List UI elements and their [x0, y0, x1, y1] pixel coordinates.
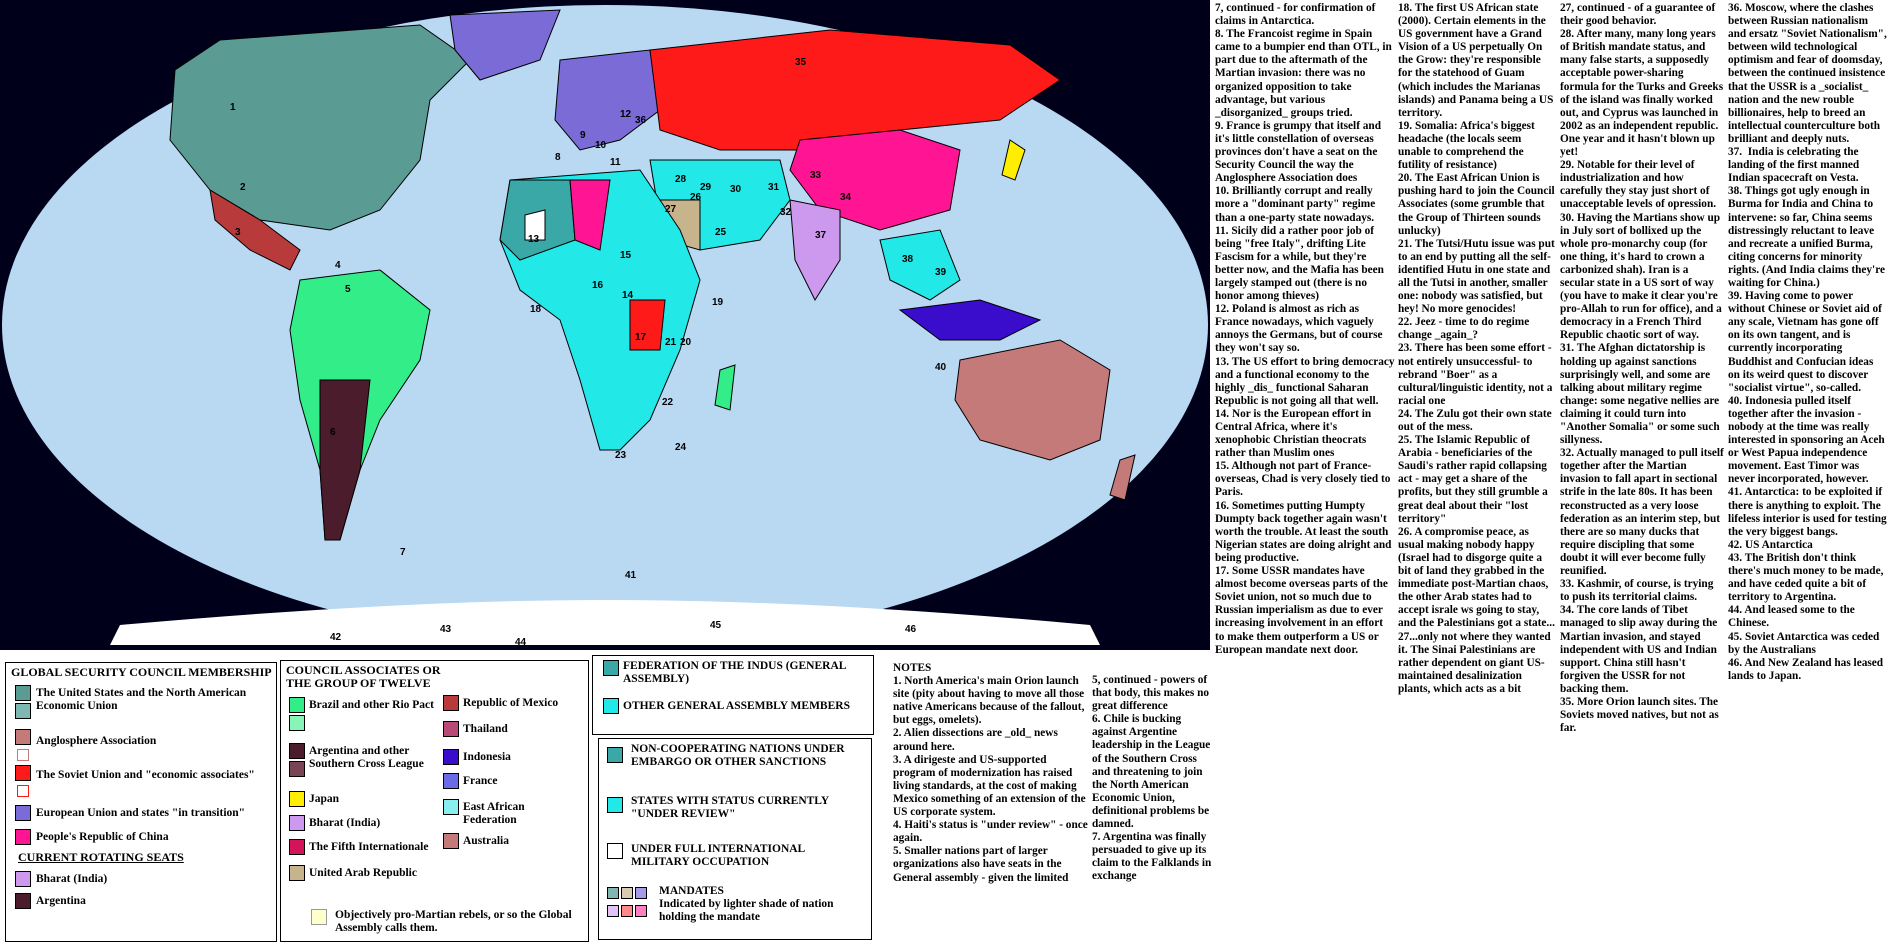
legend-australia: Australia	[463, 835, 509, 847]
mandate-uar-swatch	[621, 887, 633, 899]
indonesia-swatch	[443, 749, 459, 765]
region-label-33: 33	[810, 170, 822, 181]
notes-column-1: 7, continued - for confirmation of claims in Antarctica. 8. The Francoist regime in Spain came to a bumpier end than OTL, in part due to the aftermath of the Martian invasion: there was no organized opposition to take advantage, but various _disorganized_ groups tried. 9. France is grumpy that itself and it's little constellation of overseas provinces don't have a seat on the Security Council the way the Anglosphere Association does 10. Brilliantly corrupt and really more a "dominant party" regime than a one-party state nowadays. 11. Sicily did a rather poor job of being "free Italy", drifting Lite Fascism for a while, but they're better now, and the Mafia has been largely stamped out (there is no honor among thieves) 12. Poland is almost as rich as France nowadays, which vaguely annoys the Germans, but of course they won't say so. 13. The US effort to bring democracy and a functional economy to the highly _dis_ functional Saharan Republic is not going all that well. 14. Nor is the European effort in Central Africa, where it's xenophobic Christian theocrats rather than Muslim ones 15. Although not part of France-overseas, Chad is very closely tied to Paris. 16. Sometimes putting Humpty Dumpty back together again wasn't worth the trouble. At least the south Nigerian states are doing alright and being productive. 17. Some USSR mandates have almost become overseas parts of the Soviet union, not so much due to Russian imperialism as due to ever increasing involvement in an effort to make them outperform a US or European mandate next door.	[1215, 2, 1395, 656]
legend-indonesia: Indonesia	[463, 751, 511, 763]
china-swatch	[15, 829, 31, 845]
region-label-30: 30	[730, 184, 742, 195]
mexico-swatch	[443, 695, 459, 711]
region-label-46: 46	[905, 624, 917, 635]
legend-rotating-title: CURRENT ROTATING SEATS	[18, 850, 184, 864]
mandate-india-swatch	[607, 905, 619, 917]
notes-column-2: 18. The first US African state (2000). Certain elements in the US government have a Grand Vision of a US perpetually On the Grow: they're responsible for the statehood of Guam (which includes the Marianas islands) and Panama being a US territory. 19. Somalia: Africa's biggest headache (the locals seem unable to comprehend the futility of resistance) 20. The East African Union is pushing hard to join the Council Associates (some grumble that the Group of Thirteen sounds unlucky) 21. The Tutsi/Hutu issue was put to an end by putting all the self-identified Hutu in one state and all the Tutsi in another, smaller one: nobody was satisfied, but hey! No more genocides! 22. Jeez - time to do regime change _again_? 23. There has been some effort - not entirely unsuccessful- to rebrand "Boer" as a cultural/linguistic identity, not a racial one 24. The Zulu got their own state out of the mess. 25. The Islamic Republic of Arabia - beneficiaries of the Saudi's rather rapid collapsing act - may get a share of the profits, but they still grumble a great deal about their "lost territory" 26. A compromise peace, as usual making nobody happy (Israel had to disgorge quite a bit of land they grabbed in the immediate post-Martian chaos, the other Arab states had to accept israle ws going to stay, and the Palestinians got a state... 27...only not where they wanted it. The Sinai Palestinians are rather dependent on giant US-maintained desalinization plants, which acts as a bit	[1398, 2, 1555, 695]
legend-usa: The United States and the North American Economic Union	[36, 687, 247, 712]
region-label-28: 28	[675, 174, 687, 185]
region-label-36: 36	[635, 115, 647, 126]
region-label-13: 13	[528, 234, 540, 245]
region-label-35: 35	[795, 57, 807, 68]
rot2-swatch	[15, 893, 31, 909]
region-label-42: 42	[330, 632, 342, 643]
region-label-41: 41	[625, 570, 637, 581]
mandate-usa-swatch	[607, 887, 619, 899]
mandate-eu-swatch	[635, 887, 647, 899]
legend-review: STATES WITH STATUS CURRENTLY "UNDER REVIEW"	[631, 795, 829, 820]
usa-swatch	[15, 685, 31, 701]
region-label-23: 23	[615, 450, 627, 461]
legend-mandates-title: MANDATES	[659, 885, 724, 897]
region-label-1: 1	[230, 102, 236, 113]
notes-bottom-1: NOTES 1. North America's main Orion launch site (pity about having to move all those native Americans because of the fallout, but eggs, omelets). 2. Alien dissections are _old_ news around here. 3. A dirigeste and US-supported program of modernization has raised living standards, at the cost of making Mexico something of an extension of the US corporate system. 4. Haiti's status is "under review" - once again. 5. Smaller nations part of larger organizations also have seats in the General assembly - given the limited	[893, 662, 1088, 884]
japan-swatch	[289, 791, 305, 807]
occupation-swatch	[607, 843, 623, 859]
legend-thailand: Thailand	[463, 723, 508, 735]
region-label-17: 17	[635, 332, 647, 343]
region-label-34: 34	[840, 192, 852, 203]
legend-rot1: Bharat (India)	[36, 873, 108, 885]
legend-eaf: East African Federation	[463, 801, 525, 826]
region-label-10: 10	[595, 140, 607, 151]
region-label-9: 9	[580, 130, 586, 141]
legend-china: People's Republic of China	[36, 831, 169, 843]
notes-column-4: 36. Moscow, where the clashes between Russian nationalism and ersatz "Soviet Nationalism", between wild technological optimism and fear of doomsday, between the continued insistence that the USSR is a _socialist_ nation and the new rouble billionaires, help to breed an intellectual counterculture both brilliant and deeply nuts. 37. India is celebrating the landing of the first manned Indian spacecraft on Vesta. 38. Things got ugly enough in Burma for India and China to intervene: so far, China seems distressingly reluctant to leave and recreate a unified Burma, citing concerns for minority rights. (And India claims they're waiting for China.) 39. Having come to power without Chinese or Soviet aid of any scale, Vietnam has gone off on its own tangent, and is currently incorporating Buddhist and Confucian ideas on its weird quest to discover "socialist virtue", so-called. 40. Indonesia pulled itself together after the invasion - nobody at the time was really interested in sponsoring an Aceh or West Papua independence movement. East Timor was never incorporated, however. 41. Antarctica: to be exploited if there is anything to exploit. The lifeless interior is used for testing the very biggest bangs. 42. US Antarctica 43. The British don't think there's much money to be made, and have ceded quite a bit of territory to Argentina. 44. And leased some to the Chinese. 45. Soviet Antarctica was ceded by the Australians 46. And New Zealand has leased lands to Japan.	[1728, 2, 1887, 682]
legend-bharat: Bharat (India)	[309, 817, 381, 829]
thailand-swatch	[443, 721, 459, 737]
argentina-swatch	[289, 743, 305, 759]
legend-rebels: Objectively pro-Martian rebels, or so the Global Assembly calls them.	[335, 909, 572, 934]
legend-mexico: Republic of Mexico	[463, 697, 559, 709]
region-label-25: 25	[715, 227, 727, 238]
notes-column-3: 27, continued - of a guarantee of their good behavior. 28. After many, many long years of British mandate status, and many false starts, a supposedly acceptable power-sharing formula for the Turks and Greeks of the island was finally worked out, and Cyprus was launched in 2002 as an independent republic. One year and it hasn't blown up yet! 29. Notable for their level of industrialization and how carefully they stay just short of unacceptable levels of opression. 30. Having the Martians show up in July sort of bollixed up the whole pro-monarchy coup (for one thing, it's hard to crown a carbonized shah). Iran is a secular state in a US sort of way (you have to make it clear you're pro-Allah to run for office), and a democracy in a French Third Republic chaotic sort of way. 31. The Afghan dictatorship is holding up against sanctions surprisingly well, and some are talking about military regime change: some negative nellies are claiming it could turn into "Another Somalia" or some such sillyness. 32. Actually managed to pull itself together after the Martian invasion to fall apart in sectional strife in the late 80s. It has been reconstructed as a very loose federation as an interim step, but there are so many ducks that require discipling that some doubt it will ever become fully reunified. 33. Kashmir, of course, is trying to push its territorial claims. 34. The core lands of Tibet managed to slip away during the Martian invasion, and stayed independent with US and Indian support. China still hasn't forgiven the USSR for not backing them. 35. More Orion launch sites. The Soviets moved natives, but not as far.	[1560, 2, 1724, 735]
review-swatch	[607, 797, 623, 813]
region-label-37: 37	[815, 230, 827, 241]
anglo-swatch	[15, 729, 31, 745]
legend-france: France	[463, 775, 498, 787]
region-label-39: 39	[935, 267, 947, 278]
region-label-11: 11	[610, 157, 621, 168]
legend-occupation: UNDER FULL INTERNATIONAL MILITARY OCCUPATION	[631, 843, 805, 868]
region-label-7: 7	[400, 547, 406, 558]
legend-anglo: Anglosphere Association	[36, 735, 157, 747]
region-label-2: 2	[240, 182, 246, 193]
mandate-soviet-swatch	[621, 905, 633, 917]
legend-status	[598, 738, 872, 940]
region-label-24: 24	[675, 442, 687, 453]
anglo-mandate-swatch	[17, 749, 29, 761]
legend-security-council	[5, 662, 277, 942]
region-label-8: 8	[555, 152, 561, 163]
legend-embargo: NON-COOPERATING NATIONS UNDER EMBARGO OR OTHER SANCTIONS	[631, 743, 845, 768]
australia-swatch	[443, 833, 459, 849]
fifth-swatch	[289, 839, 305, 855]
other-members-swatch	[603, 698, 619, 714]
brazil-mandate-swatch	[289, 715, 305, 731]
region-label-40: 40	[935, 362, 947, 373]
region-label-16: 16	[592, 280, 604, 291]
region-label-22: 22	[662, 397, 674, 408]
soviet-mandate-swatch	[17, 785, 29, 797]
region-label-38: 38	[902, 254, 914, 265]
eu-swatch	[15, 805, 31, 821]
uar-swatch	[289, 865, 305, 881]
legend-brazil: Brazil and other Rio Pact	[309, 699, 434, 711]
region-label-26: 26	[690, 192, 702, 203]
region-label-45: 45	[710, 620, 722, 631]
region-label-18: 18	[530, 304, 542, 315]
region-label-19: 19	[712, 297, 724, 308]
legend-indus: FEDERATION OF THE INDUS (GENERAL ASSEMBLY)	[623, 660, 846, 685]
region-label-5: 5	[345, 284, 351, 295]
legend-uar: United Arab Republic	[309, 867, 417, 879]
indus-swatch	[603, 660, 619, 676]
legend-eu: European Union and states "in transition"	[36, 807, 246, 819]
region-label-43: 43	[440, 624, 452, 635]
usa-mandate-swatch	[15, 703, 31, 719]
legend-council-associates	[280, 660, 589, 942]
world-map	[0, 0, 1210, 650]
region-label-3: 3	[235, 227, 241, 238]
legend-other-members: OTHER GENERAL ASSEMBLY MEMBERS	[623, 700, 850, 712]
embargo-swatch	[607, 747, 623, 763]
legend-fifth: The Fifth Internationale	[309, 841, 429, 853]
france-swatch	[443, 773, 459, 789]
region-label-4: 4	[335, 260, 341, 271]
region-label-27: 27	[665, 204, 677, 215]
legend-japan: Japan	[309, 793, 340, 805]
region-label-29: 29	[700, 182, 712, 193]
brazil-swatch	[289, 697, 305, 713]
rot1-swatch	[15, 871, 31, 887]
legend-mandates-desc: Indicated by lighter shade of nation holding the mandate	[659, 898, 834, 923]
legend-rot2: Argentina	[36, 895, 86, 907]
bharat-swatch	[289, 815, 305, 831]
mandate-china-swatch	[635, 905, 647, 917]
legend-argentina: Argentina and other Southern Cross League	[309, 745, 424, 770]
legend-associates-title: COUNCIL ASSOCIATES OR THE GROUP OF TWELVE	[286, 663, 441, 690]
region-label-12: 12	[620, 109, 632, 120]
eaf-swatch	[443, 799, 459, 815]
legend-security-title: GLOBAL SECURITY COUNCIL MEMBERSHIP	[11, 665, 272, 679]
region-label-31: 31	[768, 182, 780, 193]
rebels-swatch	[311, 909, 327, 925]
region-label-21: 21	[665, 337, 677, 348]
legend-soviet: The Soviet Union and "economic associates"	[36, 769, 255, 781]
region-label-6: 6	[330, 427, 336, 438]
region-label-32: 32	[780, 207, 792, 218]
legend-general-assembly	[592, 655, 874, 735]
region-label-20: 20	[680, 337, 692, 348]
region-label-44: 44	[515, 637, 527, 648]
notes-bottom-2: 5, continued - powers of that body, this makes no great difference 6. Chile is bucking against Argentine leadership in the League of the Southern Cross and threatening to join the North American Economic Union, definitional problems be damned. 7. Argentina was finally persuaded to give up its claim to the Falklands in exchange	[1092, 674, 1212, 883]
region-label-14: 14	[622, 290, 634, 301]
soviet-swatch	[15, 765, 31, 781]
argentina-mandate-swatch	[289, 761, 305, 777]
region-label-15: 15	[620, 250, 632, 261]
